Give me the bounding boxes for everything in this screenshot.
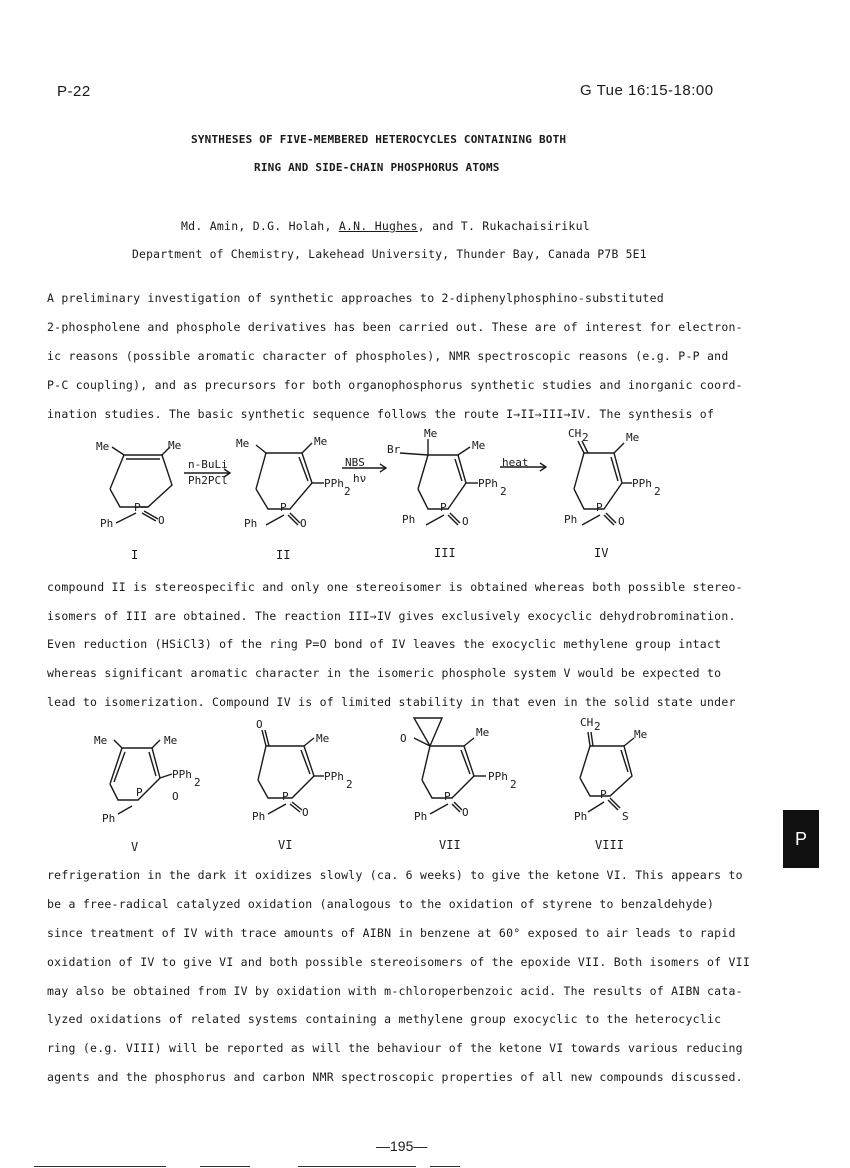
- svg-text:Ph: Ph: [414, 810, 428, 823]
- paragraph1-line: A preliminary investigation of synthetic approaches to 2-diphenylphosphino-substituted: [47, 291, 664, 305]
- svg-text:Me: Me: [168, 439, 182, 452]
- paragraph2-line: lead to isomerization. Compound IV is of limited stability in that even in the solid state under: [47, 695, 736, 709]
- session-code: P-22: [57, 83, 91, 100]
- compound-label-V: V: [131, 840, 139, 854]
- svg-text:Me: Me: [314, 435, 328, 448]
- reagent-3-top: heat: [502, 456, 529, 469]
- paragraph3-line: agents and the phosphorus and carbon NMR spectroscopic properties of all new compounds discussed.: [47, 1070, 743, 1084]
- compound-V-structure: [94, 734, 201, 825]
- affiliation: Department of Chemistry, Lakehead University, Thunder Bay, Canada P7B 5E1: [132, 248, 647, 261]
- svg-text:Me: Me: [94, 734, 108, 747]
- scheme1-structures: [80, 425, 720, 545]
- svg-text:Me: Me: [164, 734, 178, 747]
- svg-text:2: 2: [510, 778, 517, 791]
- svg-text:Ph: Ph: [102, 812, 116, 825]
- compound-II-structure: [236, 435, 351, 530]
- reagent-1-bottom: Ph2PCl: [188, 474, 228, 487]
- compound-IV-structure: [564, 427, 661, 528]
- compound-VII-structure: [400, 718, 517, 823]
- scan-edge-line: [34, 1166, 166, 1167]
- scan-edge-line: [298, 1166, 416, 1167]
- compound-label-VI: VI: [278, 838, 293, 852]
- svg-text:2: 2: [346, 778, 353, 791]
- svg-text:Ph: Ph: [564, 513, 578, 526]
- svg-text:O: O: [158, 514, 165, 527]
- svg-text:O: O: [172, 790, 179, 803]
- svg-text:O: O: [256, 718, 263, 731]
- svg-text:CH: CH: [580, 716, 594, 729]
- svg-text:2: 2: [344, 485, 351, 498]
- paragraph3-line: lyzed oxidations of related systems containing a methylene group exocyclic to the heterocyclic: [47, 1012, 722, 1026]
- page-number: —195—: [376, 1138, 428, 1154]
- reagent-2-bottom: hν: [353, 472, 367, 485]
- svg-text:PPh: PPh: [478, 477, 498, 490]
- svg-text:PPh: PPh: [172, 768, 192, 781]
- svg-text:P: P: [596, 501, 603, 514]
- svg-text:PPh: PPh: [632, 477, 652, 490]
- svg-text:P: P: [134, 501, 141, 514]
- svg-text:Ph: Ph: [574, 810, 588, 823]
- author-list: [181, 219, 590, 233]
- svg-text:P: P: [600, 788, 607, 801]
- svg-text:Me: Me: [96, 440, 110, 453]
- svg-text:PPh: PPh: [488, 770, 508, 783]
- svg-text:Me: Me: [476, 726, 490, 739]
- svg-text:Me: Me: [424, 427, 438, 440]
- paragraph3-line: may also be obtained from IV by oxidation with m-chloroperbenzoic acid. The results of AIBN cata-: [47, 984, 743, 998]
- paragraph3-line: be a free-radical catalyzed oxidation (analogous to the oxidation of styrene to benzaldehyde): [47, 897, 715, 911]
- compound-VI-structure: [252, 718, 353, 823]
- svg-text:S: S: [622, 810, 629, 823]
- compound-label-I: I: [131, 548, 139, 562]
- title-line-1: SYNTHESES OF FIVE-MEMBERED HETEROCYCLES CONTAINING BOTH: [191, 133, 567, 146]
- paragraph3-line: ring (e.g. VIII) will be reported as will the behaviour of the ketone VI towards various reducing: [47, 1041, 743, 1055]
- paragraph1-line: ination studies. The basic synthetic sequence follows the route I→II→III→IV. The synthesis of: [47, 407, 715, 421]
- svg-text:2: 2: [500, 485, 507, 498]
- paragraph3-line: oxidation of IV to give VI and both possible stereoisomers of the epoxide VII. Both isomers of VII: [47, 955, 751, 969]
- section-tab: P: [783, 810, 819, 868]
- compound-label-VII: VII: [439, 838, 461, 852]
- svg-text:O: O: [618, 515, 625, 528]
- svg-text:O: O: [462, 515, 469, 528]
- paragraph2-line: isomers of III are obtained. The reaction III→IV gives exclusively exocyclic dehydrobromination.: [47, 609, 736, 623]
- paragraph2-line: compound II is stereospecific and only one stereoisomer is obtained whereas both possible stereo-: [47, 580, 743, 594]
- scan-edge-line: [200, 1166, 250, 1167]
- paragraph1-line: ic reasons (possible aromatic character of phospholes), NMR spectroscopic reasons (e.g. P-P and: [47, 349, 729, 363]
- scheme2-structures: [80, 716, 700, 834]
- scan-edge-line: [430, 1166, 460, 1167]
- svg-text:CH: CH: [568, 427, 582, 440]
- title-line-2: RING AND SIDE-CHAIN PHOSPHORUS ATOMS: [254, 161, 500, 174]
- compound-label-III: III: [434, 546, 456, 560]
- svg-text:PPh: PPh: [324, 770, 344, 783]
- session-time: G Tue 16:15-18:00: [580, 82, 714, 99]
- authors-after: , and T. Rukachaisirikul: [417, 219, 590, 233]
- svg-text:Me: Me: [472, 439, 486, 452]
- svg-text:Ph: Ph: [402, 513, 416, 526]
- svg-text:2: 2: [582, 431, 589, 444]
- svg-text:Me: Me: [316, 732, 330, 745]
- svg-text:P: P: [444, 790, 451, 803]
- svg-text:P: P: [280, 501, 287, 514]
- svg-text:2: 2: [654, 485, 661, 498]
- svg-text:Me: Me: [236, 437, 250, 450]
- svg-text:Me: Me: [626, 431, 640, 444]
- paragraph2-line: whereas significant aromatic character in the isomeric phosphole system V would be expected to: [47, 666, 722, 680]
- svg-text:Ph: Ph: [100, 517, 114, 530]
- presenting-author: A.N. Hughes: [338, 219, 418, 233]
- svg-text:PPh: PPh: [324, 477, 344, 490]
- svg-text:Ph: Ph: [252, 810, 266, 823]
- svg-text:O: O: [302, 806, 309, 819]
- compound-I-structure: [96, 439, 181, 530]
- paragraph1-line: P-C coupling), and as precursors for both organophosphorus synthetic studies and inorganic coord-: [47, 378, 743, 392]
- compound-label-VIII: VIII: [595, 838, 624, 852]
- compound-label-IV: IV: [594, 546, 609, 560]
- reagent-2-top: NBS: [345, 456, 365, 469]
- svg-text:Br: Br: [387, 443, 401, 456]
- svg-text:2: 2: [594, 720, 601, 733]
- authors-before: Md. Amin, D.G. Holah,: [181, 219, 339, 233]
- compound-III-structure: [387, 427, 507, 528]
- paragraph2-line: Even reduction (HSiCl3) of the ring P=O bond of IV leaves the exocyclic methylene group intact: [47, 637, 722, 651]
- paragraph1-line: 2-phospholene and phosphole derivatives has been carried out. These are of interest for electron-: [47, 320, 743, 334]
- svg-text:Ph: Ph: [244, 517, 258, 530]
- compound-VIII-structure: [574, 716, 647, 823]
- svg-text:O: O: [462, 806, 469, 819]
- svg-text:Me: Me: [634, 728, 648, 741]
- reagent-1-top: n-BuLi: [188, 458, 228, 471]
- paragraph3-line: since treatment of IV with trace amounts of AIBN in benzene at 60° exposed to air leads to rapid: [47, 926, 736, 940]
- svg-text:P: P: [282, 790, 289, 803]
- paragraph3-line: refrigeration in the dark it oxidizes slowly (ca. 6 weeks) to give the ketone VI. This appears to: [47, 868, 743, 882]
- svg-text:2: 2: [194, 776, 201, 789]
- svg-text:P: P: [440, 501, 447, 514]
- svg-text:O: O: [300, 517, 307, 530]
- svg-text:P: P: [136, 786, 143, 799]
- compound-label-II: II: [276, 548, 291, 562]
- svg-text:O: O: [400, 732, 407, 745]
